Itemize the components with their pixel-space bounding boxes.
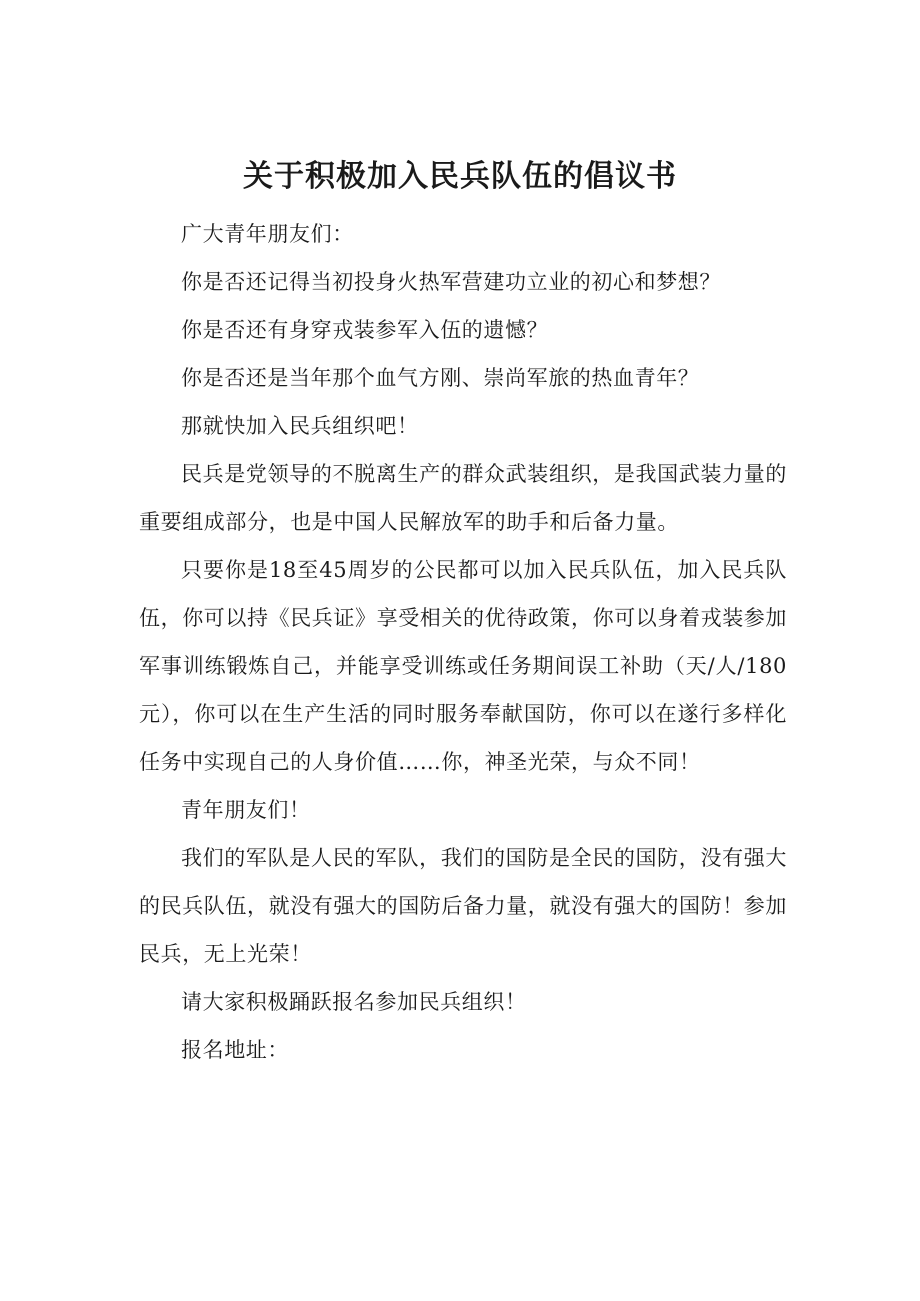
document-body: [139, 210, 787, 1074]
paragraph-sign-up-call: 请大家积极踊跃报名参加民兵组织！: [181, 990, 527, 1014]
paragraph-salutation: 广大青年朋友们：: [181, 222, 354, 246]
paragraph-question-3: 你是否还是当年那个血气方刚、崇尚军旅的热血青年？: [181, 366, 700, 390]
paragraph-question-1: 你是否还记得当初投身火热军营建功立业的初心和梦想？: [181, 270, 721, 294]
paragraph-eligibility-benefits: 只要你是18至45周岁的公民都可以加入民兵队伍，加入民兵队伍，你可以持《民兵证》享受相关的优待政策，你可以身着戎装参加军事训练锻炼自己，并能享受训练或任务期间误工补助（天/人/180元），你可以在生产生活的同时服务奉献国防，你可以在遂行多样化任务中实现自己的人身价值……你，神圣光荣，与众不同！: [139, 558, 787, 774]
paragraph-militia-definition: 民兵是党领导的不脱离生产的群众武装组织，是我国武装力量的重要组成部分，也是中国人民解放军的助手和后备力量。: [139, 462, 787, 534]
paragraph-call-to-join: 那就快加入民兵组织吧！: [181, 414, 419, 438]
paragraph-question-2: 你是否还有身穿戎装参军入伍的遗憾？: [181, 318, 549, 342]
paragraph-national-defense: 我们的军队是人民的军队，我们的国防是全民的国防，没有强大的民兵队伍，就没有强大的国防后备力量，就没有强大的国防！参加民兵，无上光荣！: [139, 846, 787, 966]
paragraph-address-youth: 青年朋友们！: [181, 798, 311, 822]
paragraph-registration-address: 报名地址：: [181, 1038, 289, 1062]
document-title: 关于积极加入民兵队伍的倡议书: [243, 159, 677, 195]
